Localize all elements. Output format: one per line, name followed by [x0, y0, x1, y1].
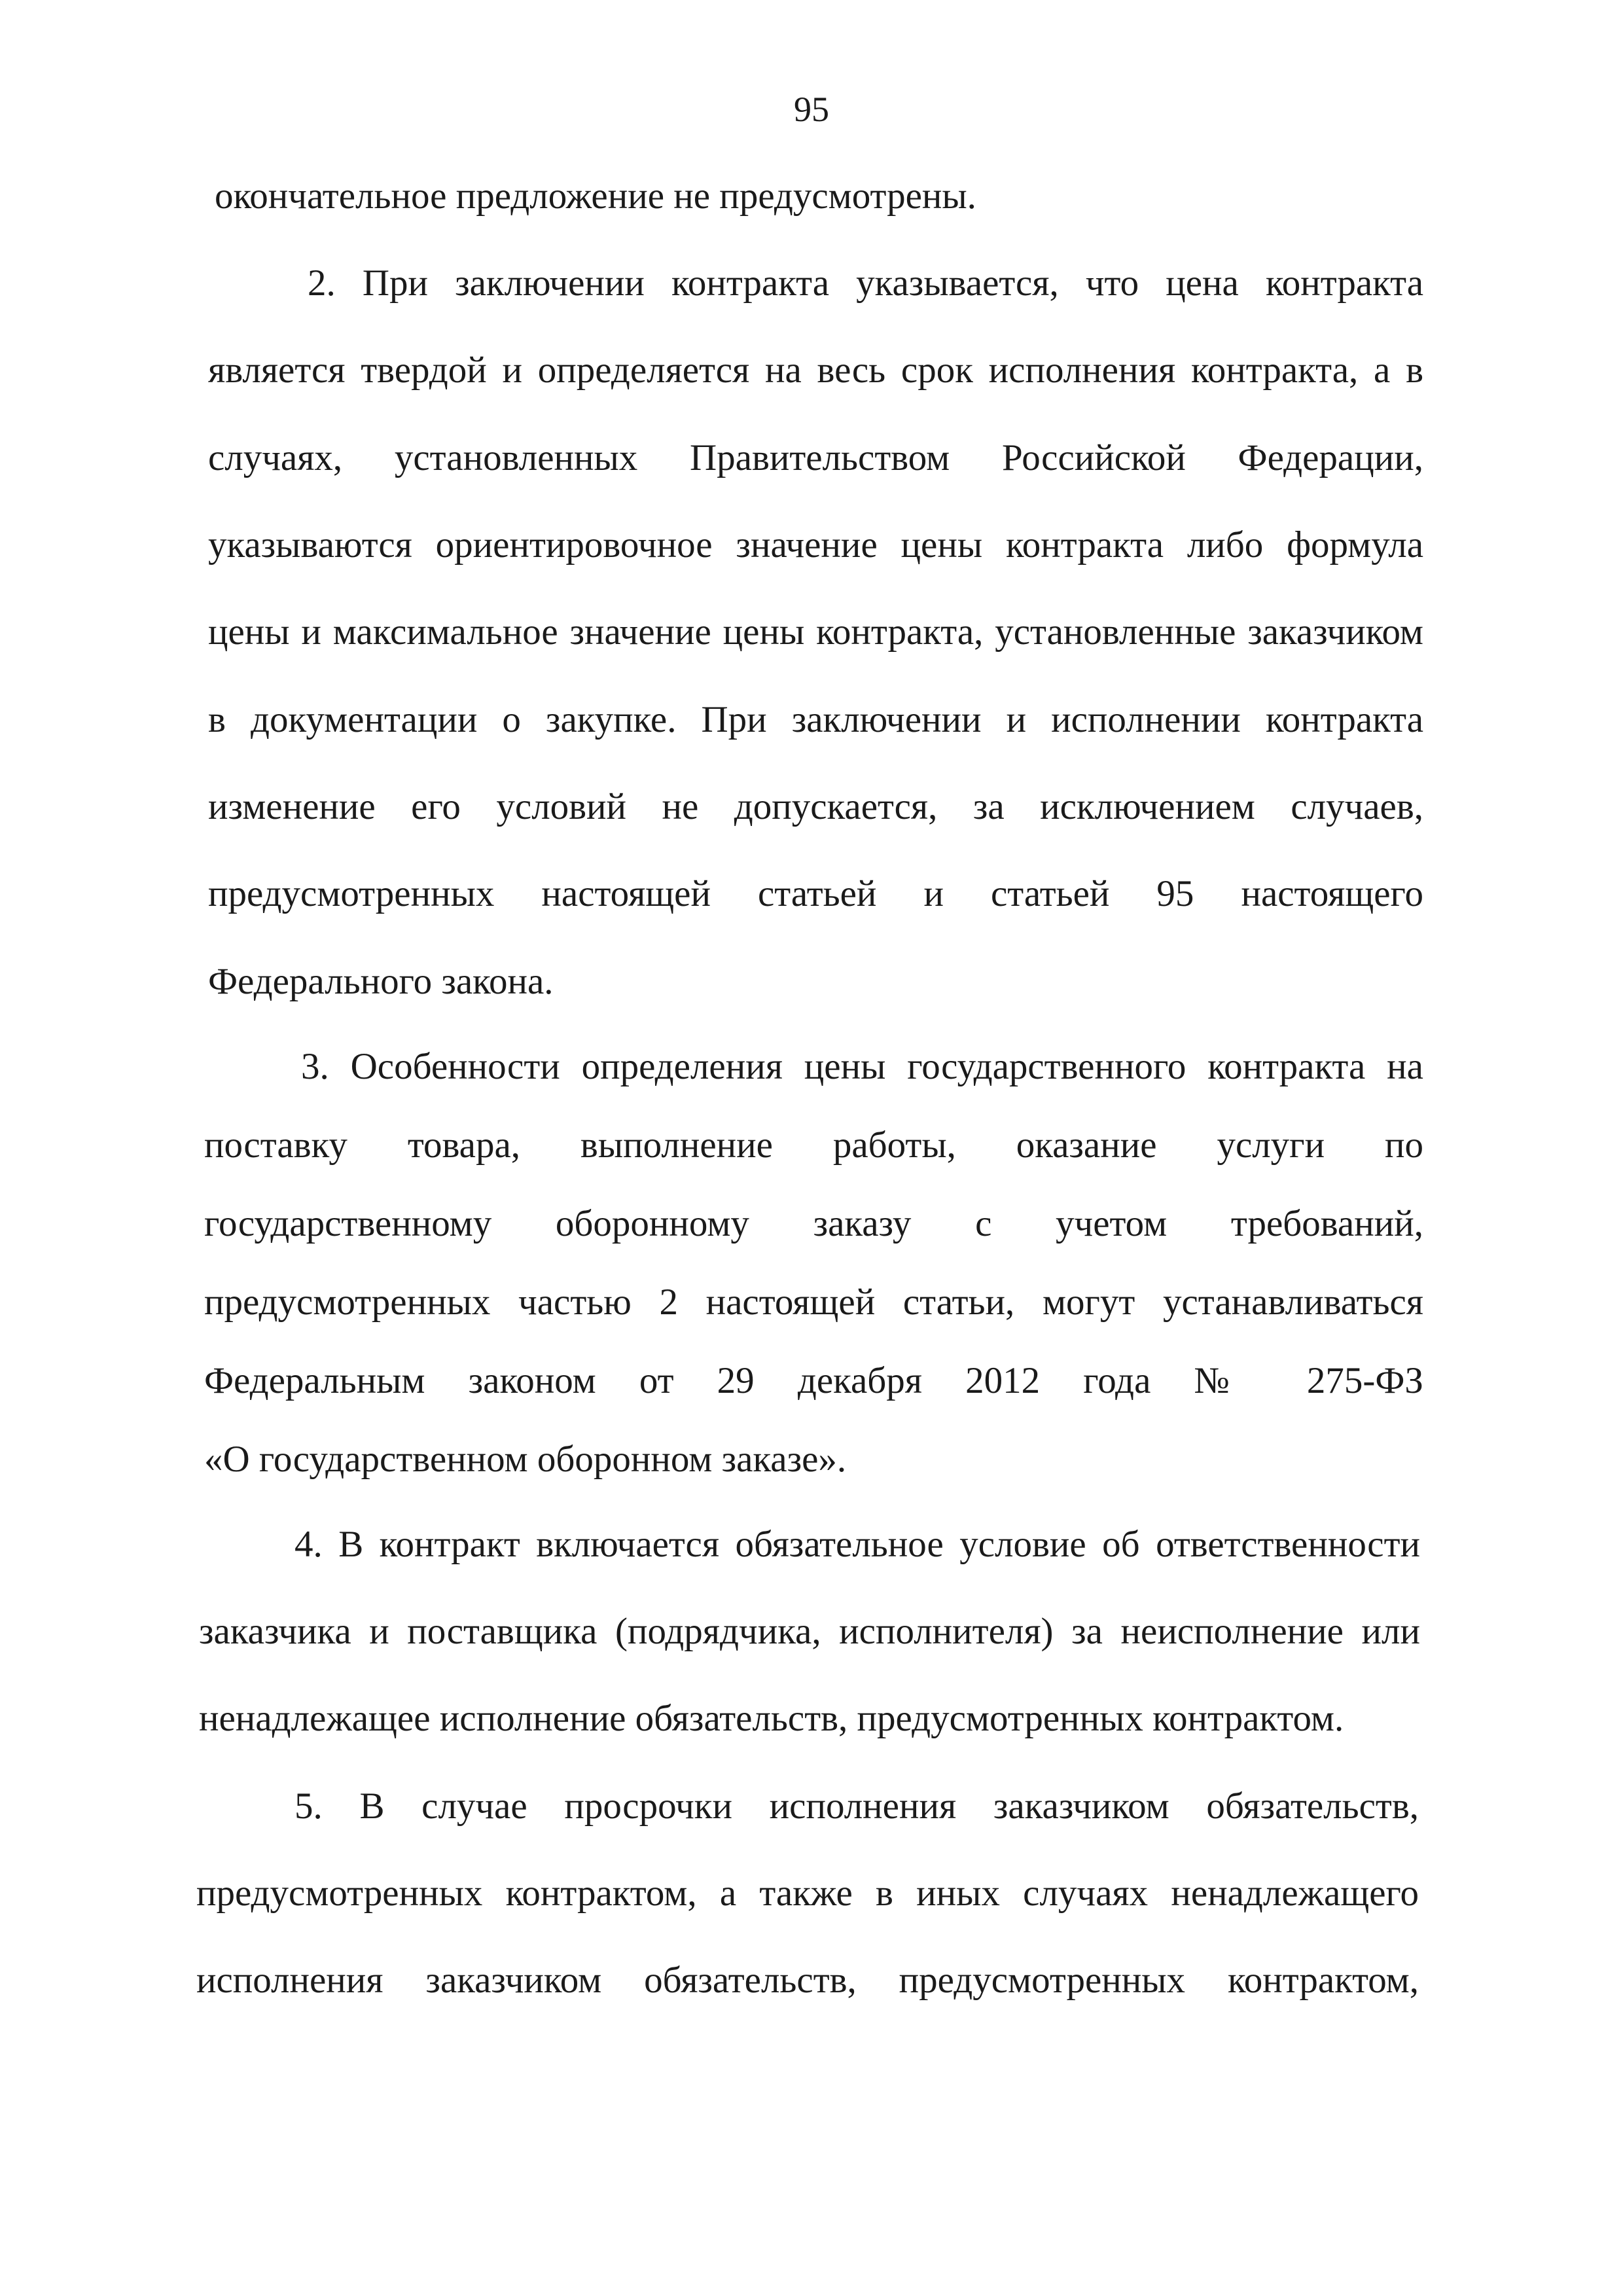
text-line: окончательное предложение не предусмотрены. — [215, 175, 976, 217]
text-line: предусмотренных контрактом, а также в иных случаях ненадлежащего — [196, 1873, 1419, 1914]
text-line: в документации о закупке. При заключении и исполнении контракта — [208, 699, 1423, 740]
text-line: 5. В случае просрочки исполнения заказчиком обязательств, — [294, 1785, 1419, 1827]
text-line: случаях, установленных Правительством Российской Федерации, — [208, 437, 1423, 478]
text-line: предусмотренных частью 2 настоящей статьи, могут устанавливаться — [204, 1282, 1423, 1323]
text-line: Федерального закона. — [208, 961, 554, 1002]
text-line: поставку товара, выполнение работы, оказание услуги по — [204, 1124, 1423, 1166]
text-line: изменение его условий не допускается, за исключением случаев, — [208, 786, 1423, 827]
text-line: заказчика и поставщика (подрядчика, исполнителя) за неисполнение или — [199, 1611, 1420, 1652]
text-line: 3. Особенности определения цены государственного контракта на — [301, 1046, 1423, 1087]
text-line: предусмотренных настоящей статьей и статьей 95 настоящего — [208, 873, 1423, 914]
text-line: указываются ориентировочное значение цены контракта либо формула — [208, 524, 1423, 565]
text-line: цены и максимальное значение цены контракта, установленные заказчиком — [208, 611, 1423, 653]
text-line: является твердой и определяется на весь срок исполнения контракта, а в — [208, 350, 1423, 391]
text-line: 4. В контракт включается обязательное условие об ответственности — [294, 1524, 1420, 1565]
page-number: 95 — [794, 90, 829, 129]
text-line: ненадлежащее исполнение обязательств, предусмотренных контрактом. — [199, 1698, 1344, 1739]
text-line: 2. При заключении контракта указывается, что цена контракта — [308, 262, 1423, 304]
text-line: «О государственном оборонном заказе». — [204, 1439, 847, 1480]
text-line: исполнения заказчиком обязательств, предусмотренных контрактом, — [196, 1960, 1419, 2001]
text-line: государственному оборонному заказу с учетом требований, — [204, 1203, 1423, 1244]
text-line: Федеральным законом от 29 декабря 2012 года № 275-ФЗ — [204, 1360, 1423, 1401]
